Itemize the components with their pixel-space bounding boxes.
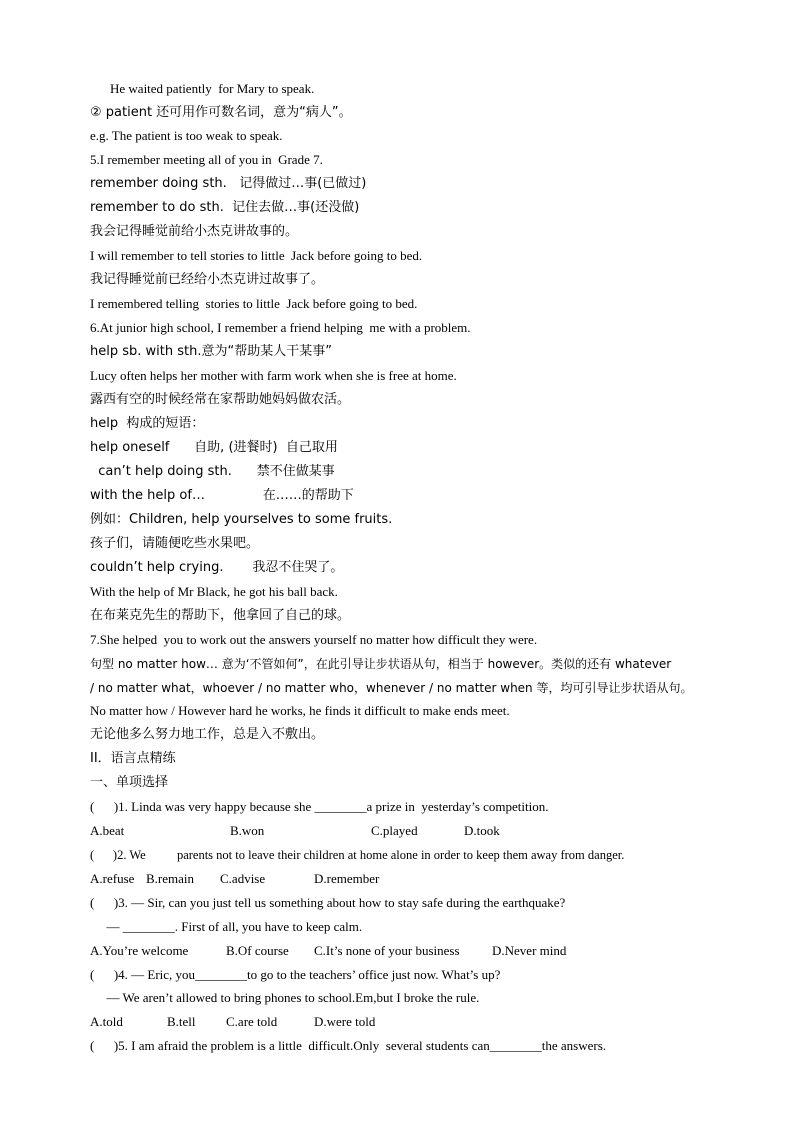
- question-5: ( )5. I am afraid the problem is a little difficult.Only several students can________the answers.: [90, 1038, 607, 1053]
- phrase-line: remember to do sth. 记住去做…事(还没做): [90, 200, 360, 215]
- section-heading: II．语言点精练: [90, 751, 176, 766]
- option-b: B.won: [230, 823, 265, 838]
- note-line: help sb. with sth.意为“帮助某人干某事”: [90, 344, 332, 359]
- example-sentence: couldn’t help crying. 我忍不住哭了。: [90, 560, 344, 575]
- option-c: C.It’s none of your business: [314, 943, 460, 958]
- option-c: C.played: [371, 823, 418, 838]
- example-sentence: With the help of Mr Black, he got his ball back.: [90, 584, 338, 599]
- example-sentence: Lucy often helps her mother with farm work when she is free at home.: [90, 368, 457, 383]
- translation-line: 无论他多么努力地工作，总是入不敷出。: [90, 727, 325, 742]
- option-a: A.refuse: [90, 871, 135, 886]
- example-sentence: I remembered telling stories to little Jack before going to bed.: [90, 296, 418, 311]
- note-line: ② patient 还可用作可数名词，意为“病人”。: [90, 105, 352, 120]
- point-heading: 7.She helped you to work out the answers yourself no matter how difficult they were.: [90, 632, 538, 647]
- option-c: C.advise: [220, 871, 266, 886]
- option-d: D.Never mind: [492, 943, 567, 958]
- example-sentence: He waited patiently for Mary to speak.: [110, 81, 315, 96]
- question-1: ( )1. Linda was very happy because she ________a prize in yesterday’s competition.: [90, 799, 549, 814]
- option-b: B.Of course: [226, 943, 289, 958]
- note-line: / no matter what，whoever / no matter who，whenever / no matter when 等，均可引导让步状语从句。: [90, 681, 693, 695]
- translation-line: 在布莱克先生的帮助下，他拿回了自己的球。: [90, 608, 351, 623]
- point-heading: 6.At junior high school, I remember a friend helping me with a problem.: [90, 320, 471, 335]
- dialogue-reply: — ________. First of all, you have to keep calm.: [100, 919, 363, 934]
- option-d: D.were told: [314, 1014, 376, 1029]
- option-a: A.told: [90, 1014, 123, 1029]
- translation-line: 露西有空的时候经常在家帮助她妈妈做农活。: [90, 392, 351, 407]
- dialogue-reply: — We aren’t allowed to bring phones to school.Em,but I broke the rule.: [100, 990, 480, 1005]
- question-3: ( )3. — Sir, can you just tell us something about how to stay safe during the earthquake?: [90, 895, 566, 910]
- translation-line: 我会记得睡觉前给小杰克讲故事的。: [90, 224, 299, 239]
- example-sentence: 例如：Children, help yourselves to some fruits.: [90, 512, 393, 527]
- phrase-line: can’t help doing sth. 禁不住做某事: [90, 464, 335, 479]
- question-4: ( )4. — Eric, you________to go to the teachers’ office just now. What’s up?: [90, 967, 501, 982]
- option-b: B.tell: [167, 1014, 196, 1029]
- example-sentence: No matter how / However hard he works, he finds it difficult to make ends meet.: [90, 703, 510, 718]
- question-2: ( )2. We parents not to leave their children at home alone in order to keep them away from danger.: [90, 848, 625, 862]
- option-d: D.remember: [314, 871, 380, 886]
- option-a: A.You’re welcome: [90, 943, 189, 958]
- translation-line: 孩子们，请随便吃些水果吧。: [90, 536, 260, 551]
- point-heading: 5.I remember meeting all of you in Grade 7.: [90, 152, 323, 167]
- option-c: C.are told: [226, 1014, 278, 1029]
- example-sentence: I will remember to tell stories to little Jack before going to bed.: [90, 248, 423, 263]
- option-a: A.beat: [90, 823, 125, 838]
- example-sentence: e.g. The patient is too weak to speak.: [90, 128, 283, 143]
- phrase-line: help oneself 自助, (进餐时) 自己取用: [90, 440, 338, 455]
- note-line: help 构成的短语：: [90, 416, 205, 431]
- option-b: B.remain: [146, 871, 195, 886]
- phrase-line: remember doing sth. 记得做过…事(已做过): [90, 176, 367, 191]
- phrase-line: with the help of… 在……的帮助下: [90, 488, 354, 503]
- note-line: 句型 no matter how… 意为‘不管如何”，在此引导让步状语从句，相当于 however。类似的还有 whatever: [90, 657, 672, 671]
- section-subheading: 一、单项选择: [90, 775, 169, 790]
- translation-line: 我记得睡觉前已经给小杰克讲过故事了。: [90, 272, 325, 287]
- option-d: D.took: [464, 823, 500, 838]
